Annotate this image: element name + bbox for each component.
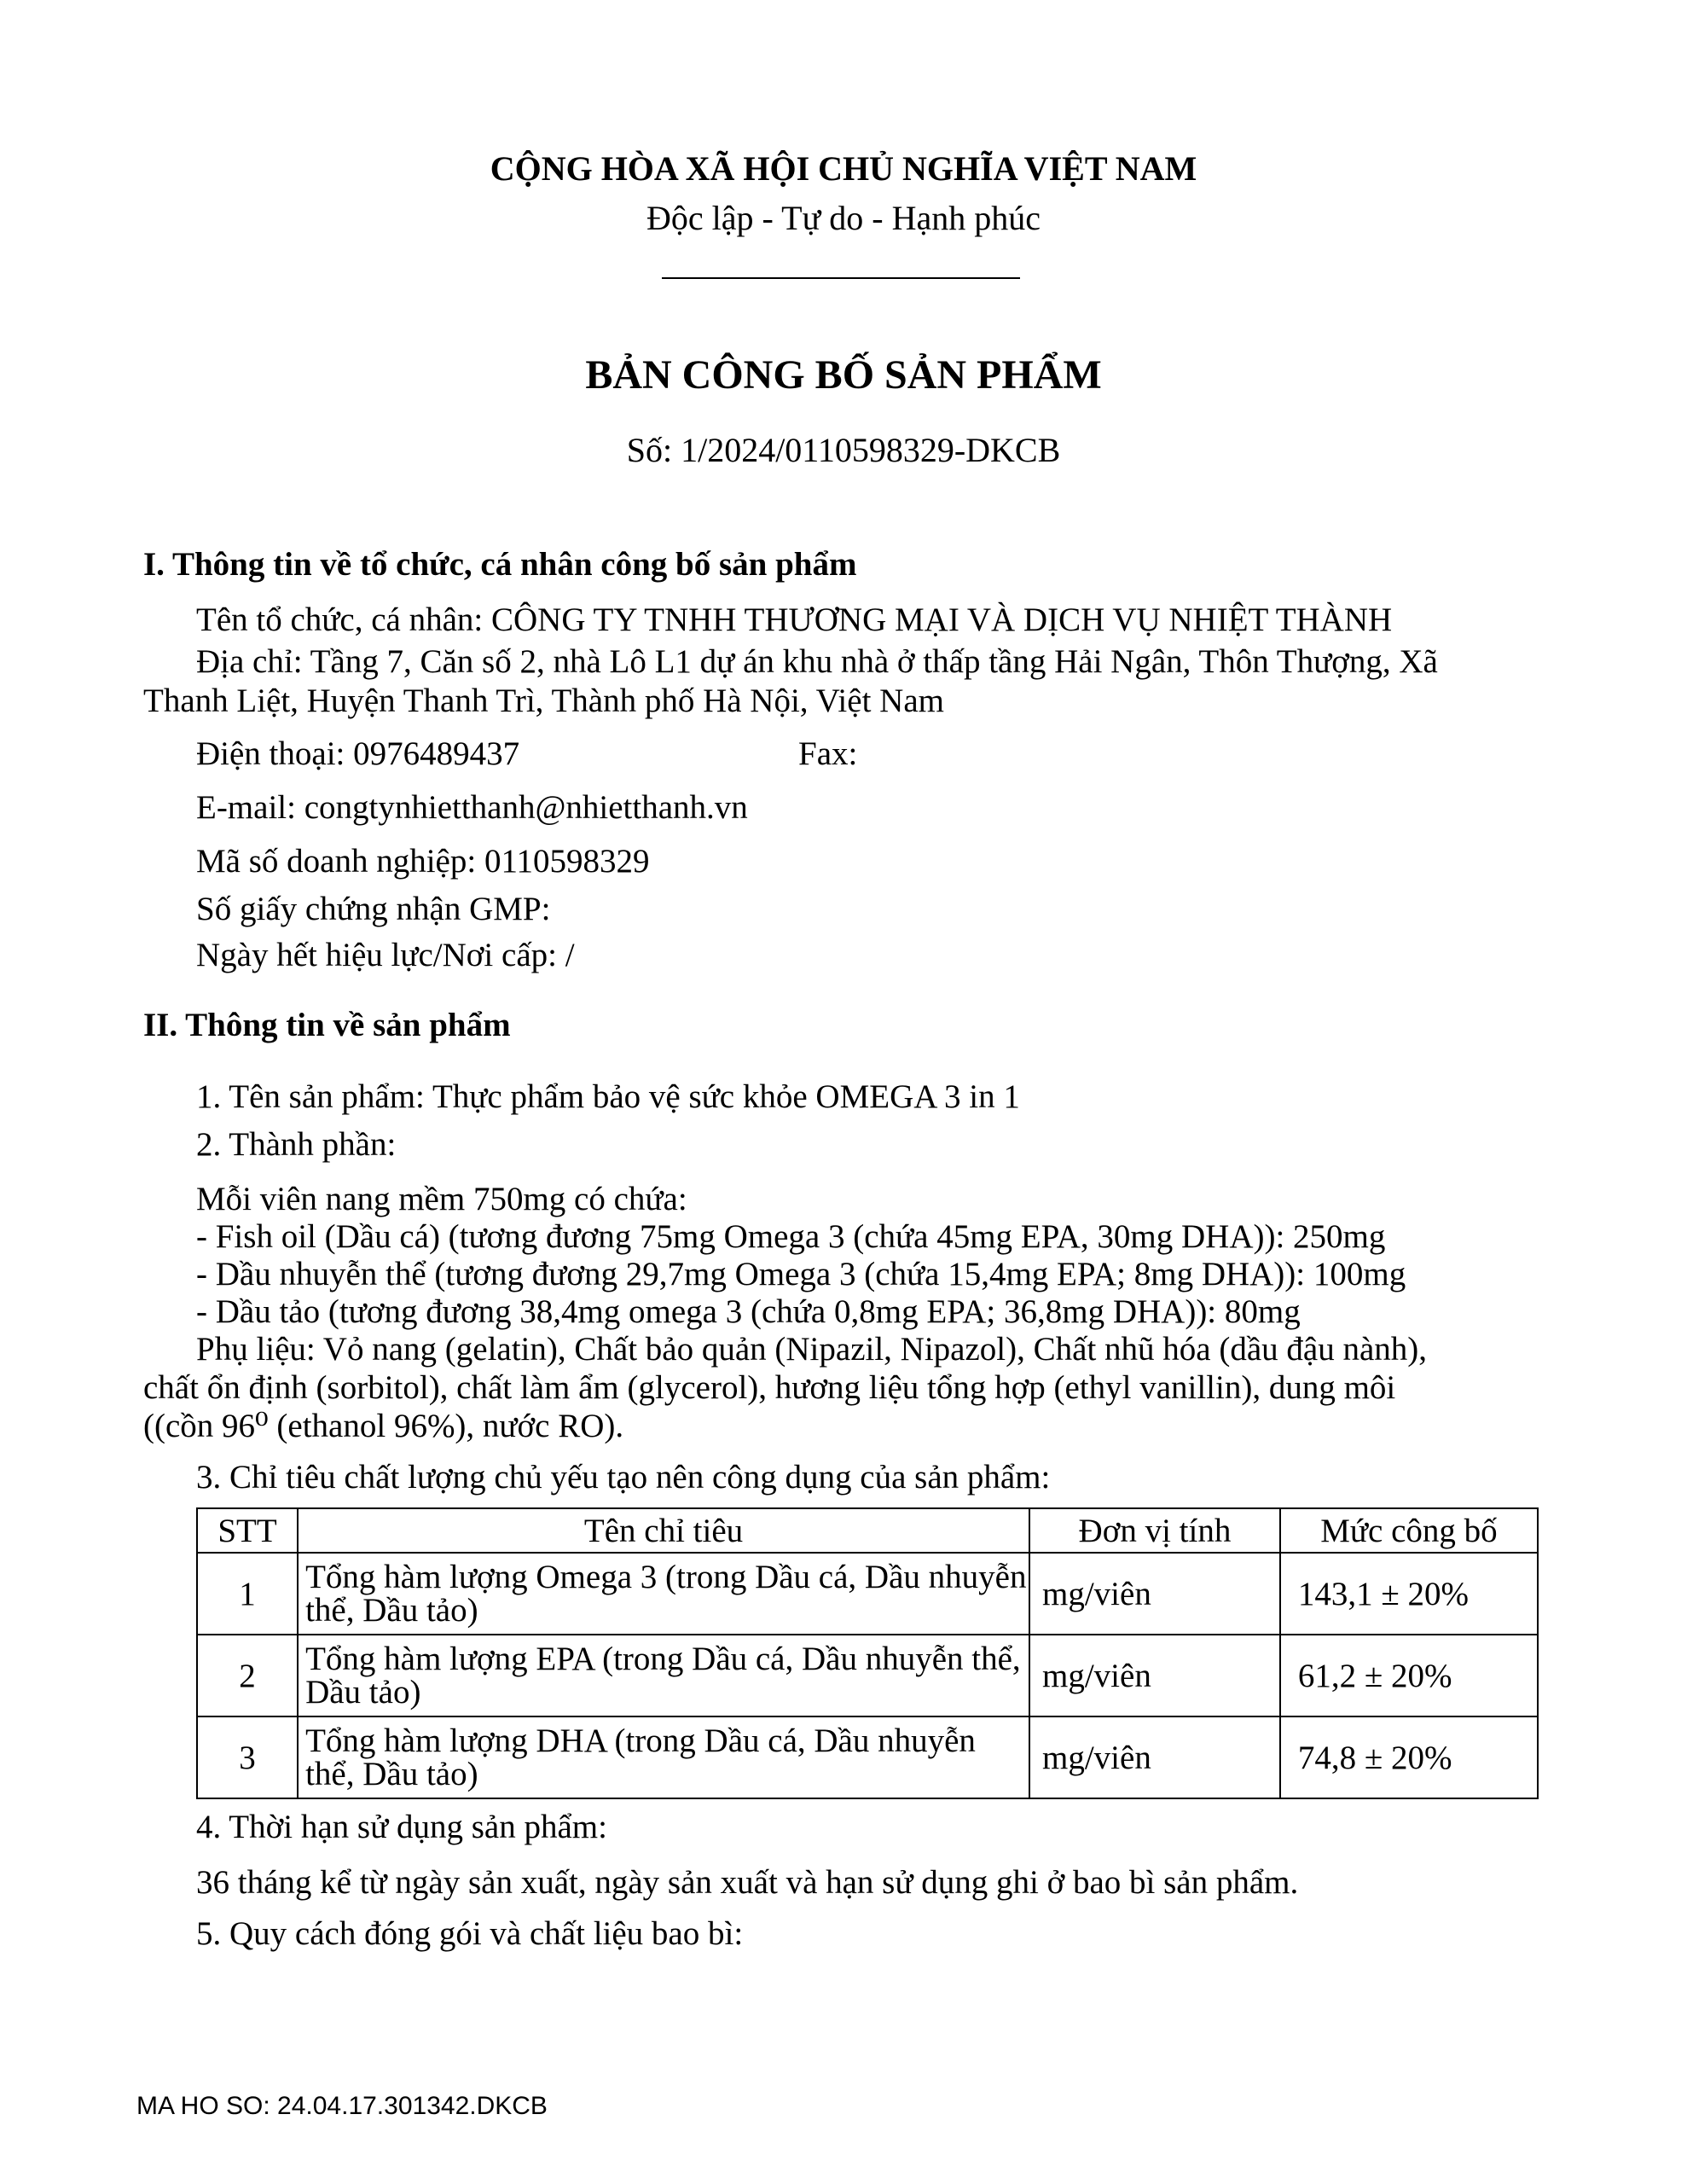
table-row: [197, 1635, 1538, 1716]
row-criteria-name: [298, 1635, 1029, 1716]
row-stt: 1: [197, 1553, 298, 1635]
section-1-heading: I. Thông tin về tổ chức, cá nhân công bố sản phẩm: [143, 546, 857, 583]
quality-criteria-table: [196, 1507, 1539, 1799]
document-title: BẢN CÔNG BỐ SẢN PHẨM: [585, 352, 1102, 398]
row-unit: mg/viên: [1029, 1553, 1280, 1635]
dossier-code-footer: MA HO SO: 24.04.17.301342.DKCB: [136, 2092, 548, 2120]
row-unit: mg/viên: [1029, 1716, 1280, 1798]
shelf-life: 36 tháng kể từ ngày sản xuất, ngày sản xuất và hạn sử dụng ghi ở bao bì sản phẩm.: [196, 1864, 1299, 1901]
fax: Fax:: [798, 735, 858, 772]
header-unit: Đơn vị tính: [1029, 1508, 1280, 1553]
ingredient-fish-oil: - Fish oil (Dầu cá) (tương đương 75mg Omega 3 (chứa 45mg EPA, 30mg DHA)): 250mg: [196, 1218, 1386, 1255]
excipients-line-3: ((cồn 96⁰ (ethanol 96%), nước RO).: [143, 1408, 624, 1444]
address-line-1: Địa chỉ: Tầng 7, Căn số 2, nhà Lô L1 dự án khu nhà ở thấp tầng Hải Ngân, Thôn Thượng, Xã: [196, 643, 1438, 680]
row-declared-level: 74,8 ± 20%: [1280, 1716, 1538, 1798]
excipients-line-1: Phụ liệu: Vỏ nang (gelatin), Chất bảo quản (Nipazil, Nipazol), Chất nhũ hóa (dầu đậu nành),: [196, 1331, 1427, 1368]
org-name: Tên tổ chức, cá nhân: CÔNG TY TNHH THƯƠNG MẠI VÀ DỊCH VỤ NHIỆT THÀNH: [196, 601, 1393, 638]
table-row: [197, 1553, 1538, 1635]
shelf-life-label: 4. Thời hạn sử dụng sản phẩm:: [196, 1809, 607, 1845]
row-criteria-name-text: Tổng hàm lượng DHA (trong Dầu cá, Dầu nhuyễn thể, Dầu tảo): [305, 1722, 976, 1792]
motto: Độc lập - Tự do - Hạnh phúc: [646, 199, 1041, 237]
row-criteria-name: [298, 1716, 1029, 1798]
row-stt: 2: [197, 1635, 298, 1716]
table-row: [197, 1716, 1538, 1798]
header-stt: STT: [197, 1508, 298, 1553]
gmp-certificate: Số giấy chứng nhận GMP:: [196, 891, 551, 927]
row-criteria-name: [298, 1553, 1029, 1635]
row-criteria-name-text: Tổng hàm lượng Omega 3 (trong Dầu cá, Dầu nhuyễn thể, Dầu tảo): [305, 1559, 1027, 1629]
row-unit: mg/viên: [1029, 1635, 1280, 1716]
ingredient-algae-oil: - Dầu tảo (tương đương 38,4mg omega 3 (chứa 0,8mg EPA; 36,8mg DHA)): 80mg: [196, 1293, 1301, 1330]
table-header-row: [197, 1508, 1538, 1553]
address-line-2: Thanh Liệt, Huyện Thanh Trì, Thành phố Hà Nội, Việt Nam: [143, 682, 944, 719]
row-declared-level: 143,1 ± 20%: [1280, 1553, 1538, 1635]
section-2-heading: II. Thông tin về sản phẩm: [143, 1007, 511, 1043]
document-number: Số: 1/2024/0110598329-DKCB: [626, 431, 1061, 469]
ingredients-label: 2. Thành phần:: [196, 1126, 397, 1163]
packaging-label: 5. Quy cách đóng gói và chất liệu bao bì:: [196, 1915, 744, 1952]
product-name: 1. Tên sản phẩm: Thực phẩm bảo vệ sức khỏe OMEGA 3 in 1: [196, 1078, 1020, 1115]
capsule-description: Mỗi viên nang mềm 750mg có chứa:: [196, 1181, 687, 1217]
phone: Điện thoại: 0976489437: [196, 735, 520, 772]
header-criteria-name: Tên chỉ tiêu: [298, 1508, 1029, 1553]
row-stt: 3: [197, 1716, 298, 1798]
excipients-line-2: chất ổn định (sorbitol), chất làm ẩm (glycerol), hương liệu tổng hợp (ethyl vanillin), dung môi: [143, 1369, 1396, 1406]
row-declared-level: 61,2 ± 20%: [1280, 1635, 1538, 1716]
quality-criteria-label: 3. Chỉ tiêu chất lượng chủ yếu tạo nên công dụng của sản phẩm:: [196, 1459, 1051, 1496]
header-declared-level: Mức công bố: [1280, 1508, 1538, 1553]
tax-code: Mã số doanh nghiệp: 0110598329: [196, 843, 650, 880]
email: E-mail: congtynhietthanh@nhietthanh.vn: [196, 789, 748, 826]
row-criteria-name-text: Tổng hàm lượng EPA (trong Dầu cá, Dầu nhuyễn thể, Dầu tảo): [305, 1641, 1021, 1711]
ingredient-mollusk-oil: - Dầu nhuyễn thể (tương đương 29,7mg Omega 3 (chứa 15,4mg EPA; 8mg DHA)): 100mg: [196, 1256, 1406, 1292]
expiry: Ngày hết hiệu lực/Nơi cấp: /: [196, 937, 575, 973]
header-divider: [662, 277, 1020, 279]
country-name: CỘNG HÒA XÃ HỘI CHỦ NGHĨA VIỆT NAM: [490, 149, 1197, 188]
